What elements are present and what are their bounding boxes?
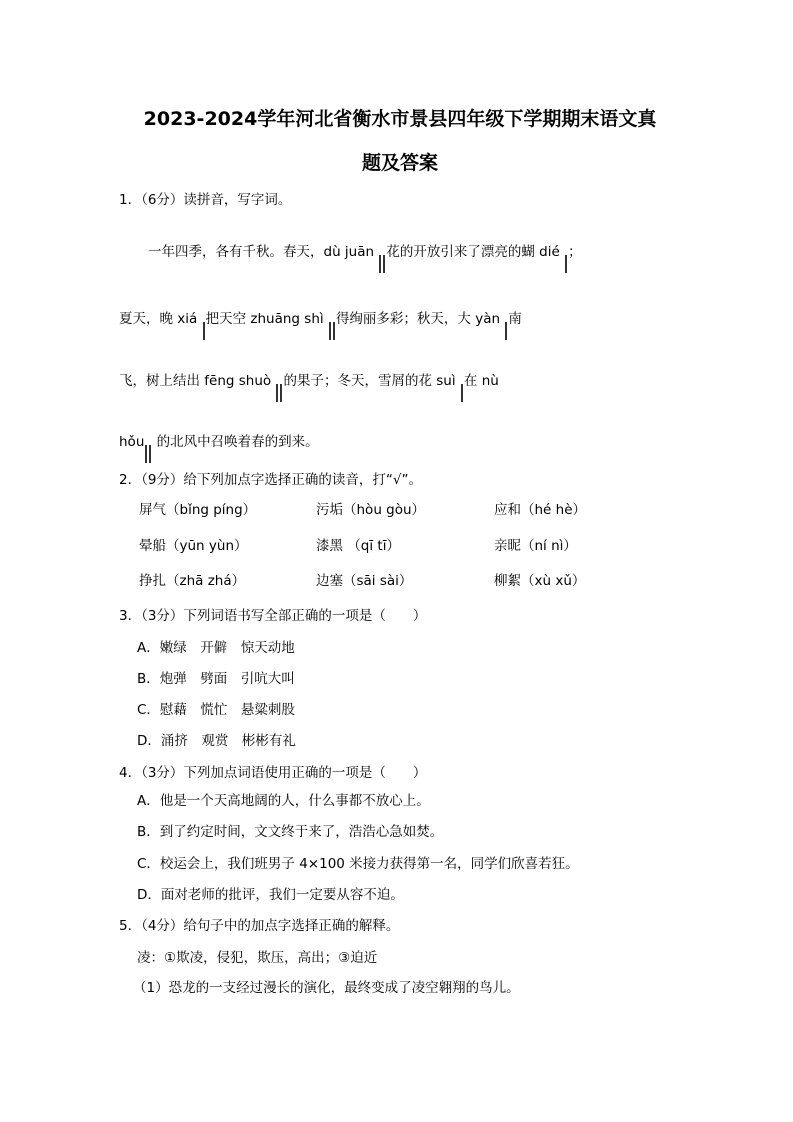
q1-text: 夏天，晚 xiá — [119, 311, 198, 327]
q5-heading: 5．（4分）给句子中的加点字选择正确的解释。 — [119, 918, 400, 934]
q2-heading: 2．（9分）给下列加点字选择正确的读音，打“√”。 — [119, 472, 423, 488]
title-line-1: 2023-2024学年河北省衡水市景县四年级下学期期末语文真 — [143, 108, 657, 130]
q4-option-a[interactable]: A．他是一个天高地阔的人，什么事都不放心上。 — [137, 793, 430, 809]
q3-option-a[interactable]: A．嫩绿 开僻 惊天动地 — [137, 640, 295, 656]
q1-line-4 — [119, 430, 319, 462]
q2-item: 污垢（hòu gòu） — [316, 502, 426, 518]
q3-option-b[interactable]: B．炮弹 劈面 引吭大叫 — [137, 671, 295, 687]
q2-item: 晕船（yūn yùn） — [139, 538, 248, 554]
q5-sentence-1 — [133, 976, 526, 998]
write-box[interactable] — [565, 255, 567, 273]
q1-text: 在 nù — [463, 373, 499, 389]
q1-line-2 — [119, 307, 522, 339]
q3-heading: 3．（3分）下列词语书写全部正确的一项是（ ） — [119, 608, 427, 624]
q1-heading: 1．（6分）读拼音，写字词。 — [119, 192, 292, 208]
q4-option-c[interactable]: C．校运会上，我们班男子 4×100 米接力获得第一名，同学们欣喜若狂。 — [137, 856, 579, 872]
q2-item: 应和（hé hè） — [494, 502, 587, 518]
q1-text: ； — [568, 244, 582, 260]
q1-text: 一年四季，各有千秋。春天，dù juān — [148, 244, 375, 260]
write-box[interactable] — [203, 322, 205, 340]
write-box[interactable] — [333, 322, 335, 340]
q2-item: 边塞（sāi sài） — [316, 573, 413, 589]
q1-text: 得绚丽多彩；秋天，大 yàn — [335, 311, 501, 327]
q3-option-d[interactable]: D．涌挤 观赏 彬彬有礼 — [137, 733, 296, 749]
q1-text: 的果子；冬天，雪屑的花 suì — [283, 373, 456, 389]
q5-definition: 凌：①欺凌，侵犯，欺压，高出；③迫近 — [137, 950, 378, 966]
q1-text: 飞，树上结出 fēng shuò — [119, 373, 272, 389]
q1-line-1 — [148, 240, 582, 272]
title-line-2: 题及答案 — [361, 152, 438, 174]
q4-heading: 4．（3分）下列加点词语使用正确的一项是（ ） — [119, 765, 427, 781]
q1-text: 花的开放引来了漂亮的蝴 dié — [386, 244, 560, 260]
q2-item: 亲昵（ní nì） — [494, 538, 577, 554]
q1-text: 南 — [508, 311, 522, 327]
write-box[interactable] — [329, 322, 331, 340]
q1-text: 的北风中召唤着春的到来。 — [156, 434, 319, 450]
write-box[interactable] — [276, 384, 278, 402]
q1-line-3 — [119, 369, 499, 401]
q2-item: 挣扎（zhā zhá） — [139, 573, 246, 589]
q5-sentence-text: （1）恐龙的一支经过漫长的演化，最终变成了凌空翱翔的鸟儿。 — [133, 980, 520, 996]
q1-text: 把天空 zhuāng shì — [205, 311, 324, 327]
q1-text: hǒu — [119, 434, 145, 450]
write-box[interactable] — [379, 255, 381, 273]
q4-option-b[interactable]: B．到了约定时间，文文终于来了，浩浩心急如焚。 — [137, 824, 444, 840]
q3-option-c[interactable]: C．慰藉 慌忙 悬粱刺股 — [137, 702, 295, 718]
write-box[interactable] — [461, 384, 463, 402]
write-box[interactable] — [149, 445, 151, 463]
q4-option-d[interactable]: D．面对老师的批评，我们一定要从容不迫。 — [137, 887, 404, 903]
write-box[interactable] — [145, 445, 147, 463]
q2-item: 屏气（bǐng píng） — [139, 502, 257, 518]
q2-item: 漆黑 （qī tī） — [316, 538, 400, 554]
q2-item: 柳絮（xù xǔ） — [494, 573, 586, 589]
